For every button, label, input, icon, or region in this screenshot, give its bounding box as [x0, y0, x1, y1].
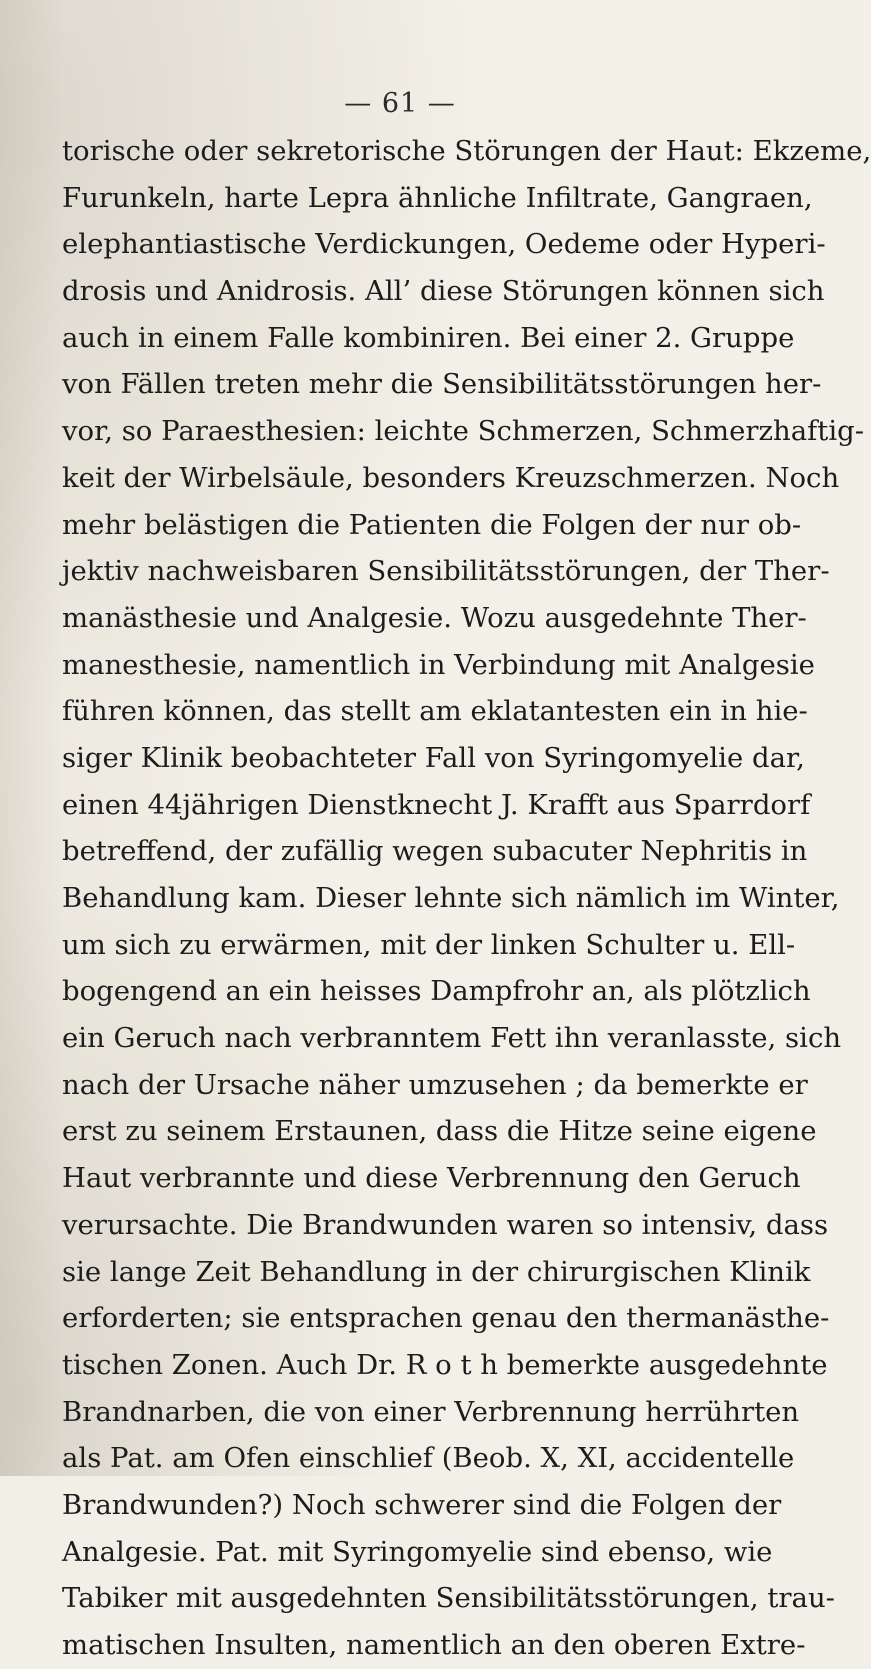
- text-line: führen können, das stellt am eklatantesten ein in hie-: [62, 695, 808, 728]
- text-line: manesthesie, namentlich in Verbindung mit Analgesie: [62, 648, 815, 681]
- text-line: Brandwunden?) Noch schwerer sind die Folgen der: [62, 1488, 782, 1521]
- text-line: keit der Wirbelsäule, besonders Kreuzschmerzen. Noch: [62, 461, 840, 494]
- text-line: elephantiastische Verdickungen, Oedeme oder Hyperi-: [62, 228, 826, 261]
- text-line: Tabiker mit ausgedehnten Sensibilitätsstörungen, trau-: [62, 1582, 835, 1615]
- text-line: bogengend an ein heisses Dampfrohr an, als plötzlich: [62, 975, 811, 1008]
- text-line: als Pat. am Ofen einschlief (Beob. X, XI, accidentelle: [62, 1442, 795, 1475]
- text-line: vor, so Paraesthesien: leichte Schmerzen, Schmerzhaftig-: [62, 415, 865, 448]
- text-line: jektiv nachweisbaren Sensibilitätsstörungen, der Ther-: [62, 555, 830, 588]
- text-line: um sich zu erwärmen, mit der linken Schulter u. Ell-: [62, 928, 796, 961]
- text-line: mehr belästigen die Patienten die Folgen der nur ob-: [62, 508, 802, 541]
- text-line: ein Geruch nach verbranntem Fett ihn veranlasste, sich: [62, 1022, 842, 1055]
- text-line: erforderten; sie entsprachen genau den thermanästhe-: [62, 1302, 830, 1335]
- text-line: matischen Insulten, namentlich an den oberen Extre-: [62, 1629, 806, 1661]
- text-line: verursachte. Die Brandwunden waren so intensiv, dass: [62, 1208, 829, 1241]
- text-line: auch in einem Falle kombiniren. Bei einer 2. Gruppe: [62, 321, 795, 354]
- text-line: Furunkeln, harte Lepra ähnliche Infiltrate, Gangraen,: [62, 181, 813, 214]
- text-line: drosis und Anidrosis. All’ diese Störungen können sich: [62, 275, 825, 308]
- text-line: manästhesie und Analgesie. Wozu ausgedehnte Ther-: [62, 601, 807, 634]
- text-line: von Fällen treten mehr die Sensibilitätsstörungen her-: [62, 368, 822, 401]
- text-line: Behandlung kam. Dieser lehnte sich nämlich im Winter,: [62, 882, 840, 914]
- text-line: betreffend, der zufällig wegen subacuter Nephritis in: [62, 835, 808, 868]
- text-line: tischen Zonen. Auch Dr. R o t h bemerkte ausgedehnte: [62, 1348, 828, 1381]
- text-line: siger Klinik beobachteter Fall von Syringomyelie dar,: [62, 741, 805, 774]
- text-line: einen 44jährigen Dienstknecht J. Krafft aus Sparrdorf: [62, 788, 811, 821]
- text-line: Analgesie. Pat. mit Syringomyelie sind ebenso, wie: [62, 1535, 773, 1568]
- text-line: erst zu seinem Erstaunen, dass die Hitze seine eigene: [62, 1115, 817, 1148]
- text-line: sie lange Zeit Behandlung in der chirurgischen Klinik: [62, 1255, 811, 1288]
- text-line: nach der Ursache näher umzusehen ; da bemerkte er: [62, 1068, 808, 1101]
- text-line: torische oder sekretorische Störungen der Haut: Ekzeme,: [62, 135, 871, 167]
- page-number: — 61 —: [344, 88, 456, 119]
- text-line: Haut verbrannte und diese Verbrennung den Geruch: [62, 1162, 801, 1195]
- body-text: [62, 128, 871, 1669]
- text-line: Brandnarben, die von einer Verbrennung herrührten: [62, 1395, 800, 1428]
